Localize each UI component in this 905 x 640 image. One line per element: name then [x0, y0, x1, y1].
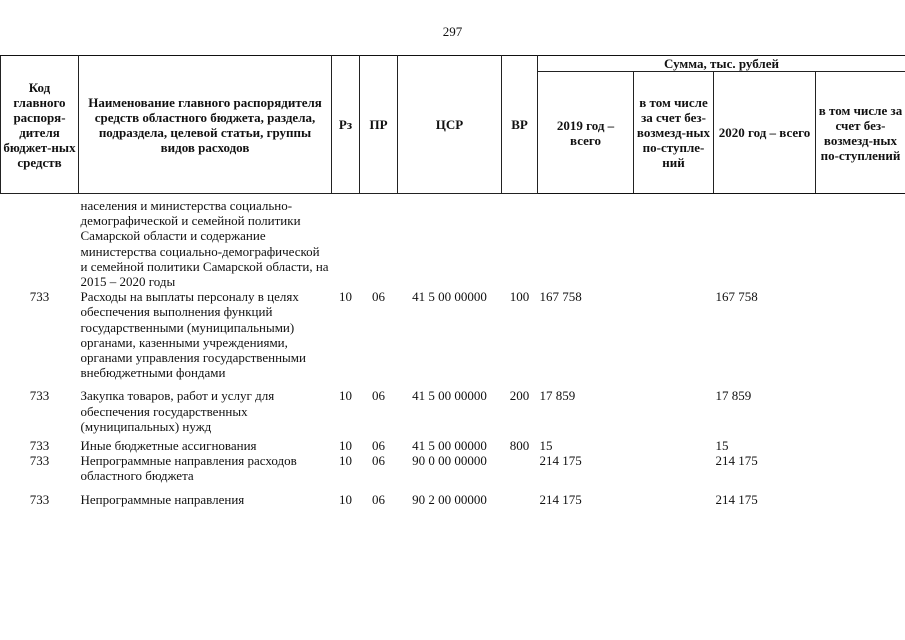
- cell-csr: 90 0 00 00000: [412, 453, 487, 469]
- cell-csr: 90 2 00 00000: [412, 491, 487, 507]
- cell-grants-2020: [816, 194, 905, 290]
- cell-name: Расходы на выплаты персоналу в целях обеспечения выполнения функций государственными (муниципальными) органами, казенными учреждениями, органами управления государственными внебюджетными фондами: [80, 289, 306, 381]
- header-csr: ЦСР: [398, 56, 502, 194]
- cell-grants-2019: [634, 380, 714, 434]
- cell-grants-2020: [816, 434, 905, 453]
- cell-rz: 10: [339, 491, 352, 507]
- cell-pr: 06: [372, 438, 385, 454]
- cell-code: 733: [29, 289, 50, 305]
- cell-csr: 41 5 00 00000: [412, 388, 487, 404]
- cell-grants-2020: [816, 289, 905, 380]
- cell-csr: 41 5 00 00000: [412, 438, 487, 454]
- cell-code: 733: [29, 438, 50, 454]
- cell-pr: 06: [372, 453, 385, 469]
- cell-grants-2020: [816, 484, 905, 507]
- cell-name: населения и министерства социально-демографической и семейной политики Самарской области и содержание министерства социально-демографической и семейной политики Самарской области, на 2015 – 2020 годы: [80, 198, 329, 290]
- cell-grants-2019: [634, 289, 714, 380]
- cell-total-2020: 214 175: [715, 491, 758, 507]
- header-code: Код главного распоря-дителя бюджет-ных средств: [1, 56, 79, 194]
- cell-total-2020: [714, 194, 816, 290]
- cell-csr: [398, 194, 502, 290]
- cell-grants-2019: [634, 194, 714, 290]
- cell-grants-2019: [634, 434, 714, 453]
- cell-grants-2019: [634, 453, 714, 483]
- cell-grants-2020: [816, 453, 905, 483]
- table-body: [1, 194, 905, 507]
- cell-vr: 100: [509, 289, 530, 305]
- header-name: Наименование главного распорядителя средств областного бюджета, раздела, подраздела, целевой статьи, группы видов расходов: [79, 56, 332, 194]
- cell-total-2019: 214 175: [539, 453, 582, 469]
- cell-pr: [360, 194, 398, 290]
- cell-grants-2020: [816, 380, 905, 434]
- header-rz: Рз: [332, 56, 360, 194]
- table-row: [1, 289, 905, 380]
- cell-name: Иные бюджетные ассигнования: [80, 438, 257, 454]
- cell-name: Непрограммные направления: [80, 491, 245, 507]
- cell-pr: 06: [372, 388, 385, 404]
- cell-vr: [502, 484, 538, 507]
- cell-grants-2019: [634, 484, 714, 507]
- cell-rz: [332, 194, 360, 290]
- cell-code: 733: [29, 388, 50, 404]
- cell-code: 733: [29, 453, 50, 469]
- cell-total-2019: 15: [539, 438, 553, 454]
- budget-table: [0, 55, 905, 507]
- header-pr: ПР: [360, 56, 398, 194]
- cell-total-2020: 167 758: [715, 289, 758, 305]
- cell-total-2019: 214 175: [539, 491, 582, 507]
- cell-vr: [502, 194, 538, 290]
- cell-vr: 200: [509, 388, 530, 404]
- table-row: [1, 380, 905, 434]
- header-total-2019: 2019 год – всего: [538, 72, 634, 194]
- header-total-2020: 2020 год – всего: [714, 72, 816, 194]
- table-row: [1, 434, 905, 453]
- cell-csr: 41 5 00 00000: [412, 289, 487, 305]
- cell-rz: 10: [339, 388, 352, 404]
- cell-code: [1, 194, 79, 290]
- cell-total-2020: 214 175: [715, 453, 758, 469]
- cell-rz: 10: [339, 289, 352, 305]
- header-grants-2020: в том числе за счет без-возмезд-ных по-ступлений: [816, 72, 905, 194]
- table-header: [1, 56, 905, 194]
- cell-pr: 06: [372, 289, 385, 305]
- cell-total-2019: [538, 194, 634, 290]
- cell-name: Непрограммные направления расходов областного бюджета: [80, 453, 297, 484]
- cell-pr: 06: [372, 491, 385, 507]
- cell-total-2019: 167 758: [539, 289, 582, 305]
- header-sum: Сумма, тыс. рублей: [538, 56, 905, 72]
- cell-vr: 800: [509, 438, 530, 454]
- header-vr: ВР: [502, 56, 538, 194]
- table-row: [1, 484, 905, 507]
- table-row: [1, 453, 905, 483]
- cell-name: Закупка товаров, работ и услуг для обеспечения государственных (муниципальных) нужд: [80, 388, 275, 434]
- header-grants-2019: в том числе за счет без-возмезд-ных по-ступле-ний: [634, 72, 714, 194]
- cell-total-2019: 17 859: [539, 388, 576, 404]
- cell-total-2020: 15: [715, 438, 729, 454]
- cell-total-2020: 17 859: [715, 388, 752, 404]
- table-row: [1, 194, 905, 290]
- cell-rz: 10: [339, 438, 352, 454]
- cell-rz: 10: [339, 453, 352, 469]
- page-number: 297: [442, 24, 463, 39]
- cell-code: 733: [29, 491, 50, 507]
- cell-vr: [502, 453, 538, 483]
